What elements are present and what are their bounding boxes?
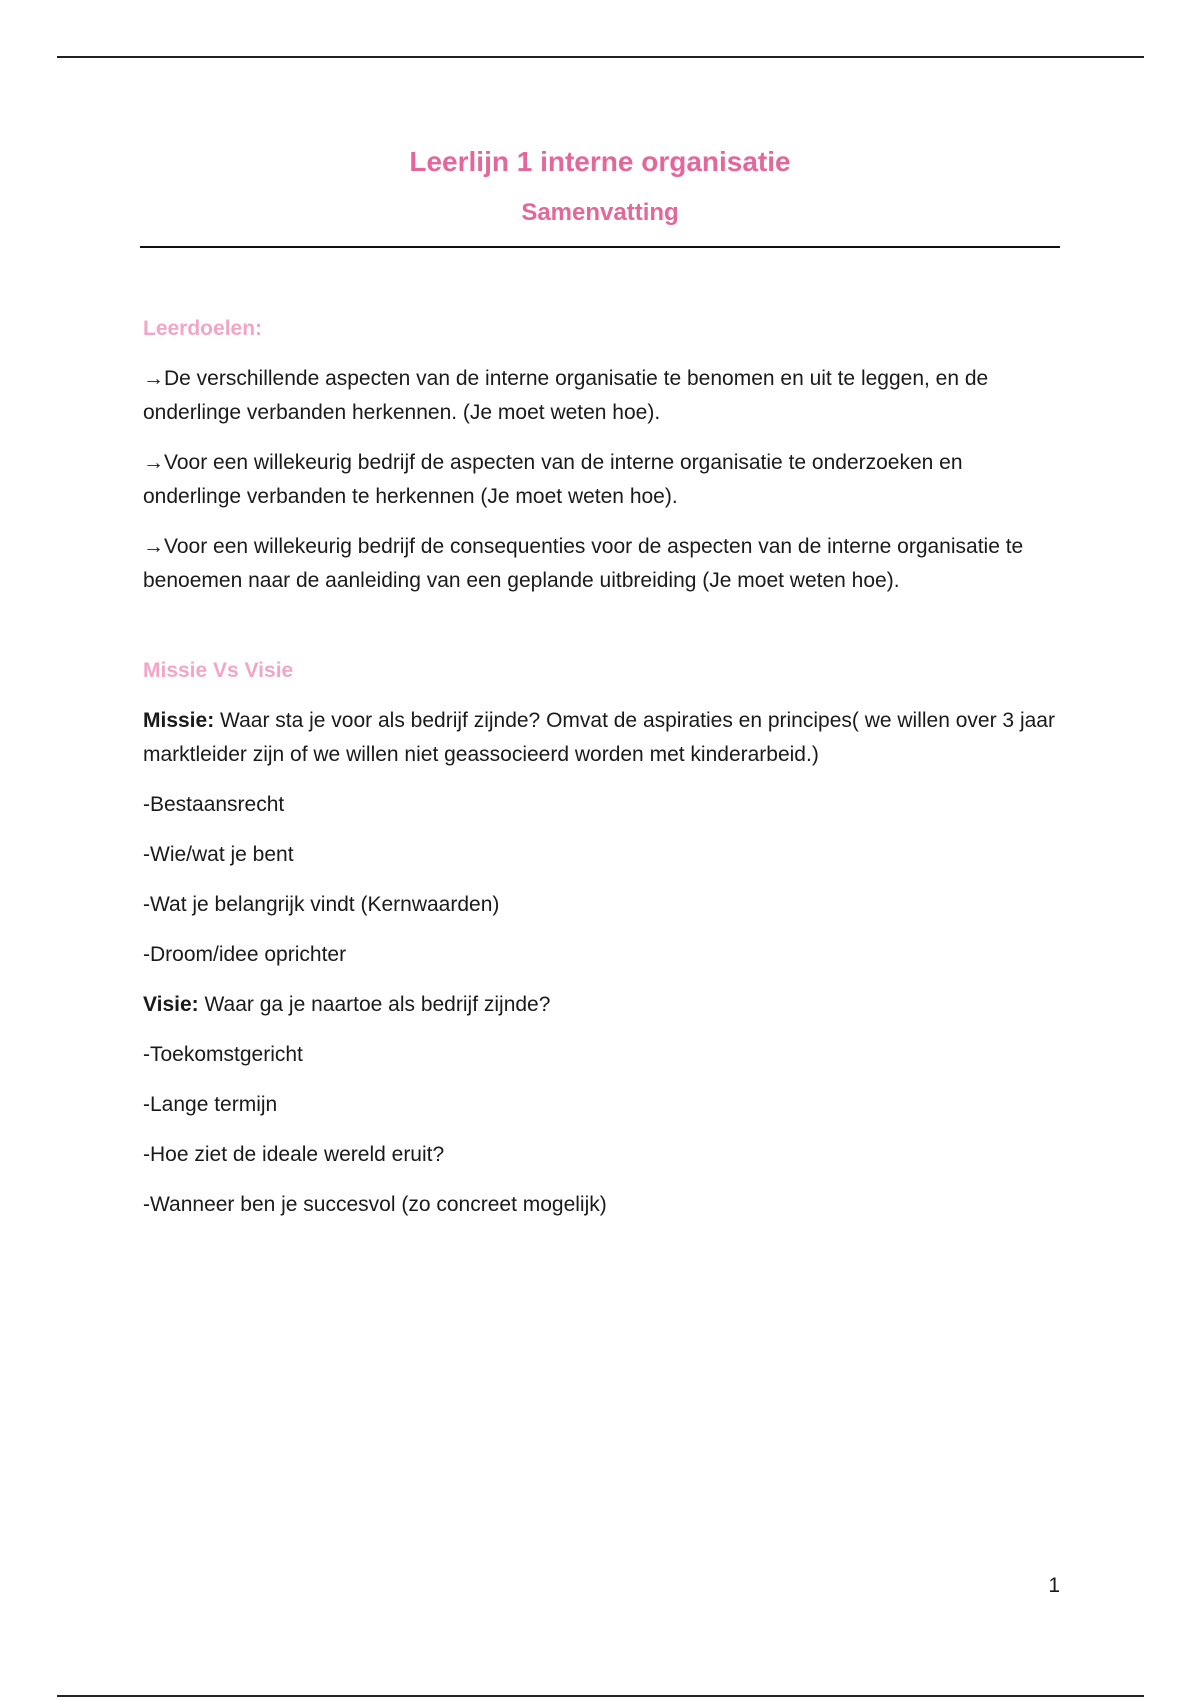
missie-visie-section [143, 654, 1058, 1222]
title-block [140, 140, 1060, 230]
missie-point: -Wie/wat je bent [143, 843, 294, 866]
arrow-icon: → [143, 367, 164, 390]
visie-point: -Wanneer ben je succesvol (zo concreet mogelijk) [143, 1193, 607, 1216]
visie-definition [143, 988, 1058, 1022]
leerdoel-text: Voor een willekeurig bedrijf de aspecten van de interne organisatie te onderzoeken en onderlinge verbanden te herkennen (Je moet weten hoe). [143, 451, 963, 508]
visie-point: -Toekomstgericht [143, 1043, 303, 1066]
document-title: Leerlijn 1 interne organisatie [409, 146, 791, 177]
missie-point: -Bestaansrecht [143, 793, 285, 816]
leerdoel-text: De verschillende aspecten van de interne organisatie te benomen en uit te leggen, en de onderlinge verbanden herkennen. (Je moet weten hoe). [143, 367, 989, 424]
leerdoel-text: Voor een willekeurig bedrijf de consequenties voor de aspecten van de interne organisatie te benoemen naar de aanleiding van een geplande uitbreiding (Je moet weten hoe). [143, 535, 1024, 592]
page-bottom-rule [57, 1695, 1144, 1697]
leerdoel-item [143, 530, 1058, 598]
missie-visie-heading: Missie Vs Visie [143, 659, 294, 682]
visie-point: -Lange termijn [143, 1093, 278, 1116]
leerdoel-item [143, 446, 1058, 514]
document-body [143, 312, 1058, 1238]
visie-text: Waar ga je naartoe als bedrijf zijnde? [198, 993, 551, 1016]
arrow-icon: → [143, 535, 164, 558]
missie-point: -Droom/idee oprichter [143, 943, 347, 966]
missie-text: Waar sta je voor als bedrijf zijnde? Omvat de aspiraties en principes( we willen over 3 jaar marktleider zijn of we willen niet geassocieerd worden met kinderarbeid.) [143, 709, 1055, 766]
leerdoel-item [143, 362, 1058, 430]
leerdoelen-heading: Leerdoelen: [143, 317, 263, 340]
title-underline [140, 246, 1060, 248]
page-top-rule [57, 56, 1144, 58]
missie-label: Missie: [143, 709, 215, 732]
visie-point: -Hoe ziet de ideale wereld eruit? [143, 1143, 445, 1166]
visie-label: Visie: [143, 993, 199, 1016]
page-number: 1 [1048, 1574, 1060, 1597]
missie-point: -Wat je belangrijk vindt (Kernwaarden) [143, 893, 500, 916]
missie-definition [143, 704, 1058, 772]
leerdoelen-section [143, 312, 1058, 598]
arrow-icon: → [143, 451, 164, 474]
document-subtitle: Samenvatting [521, 199, 679, 226]
